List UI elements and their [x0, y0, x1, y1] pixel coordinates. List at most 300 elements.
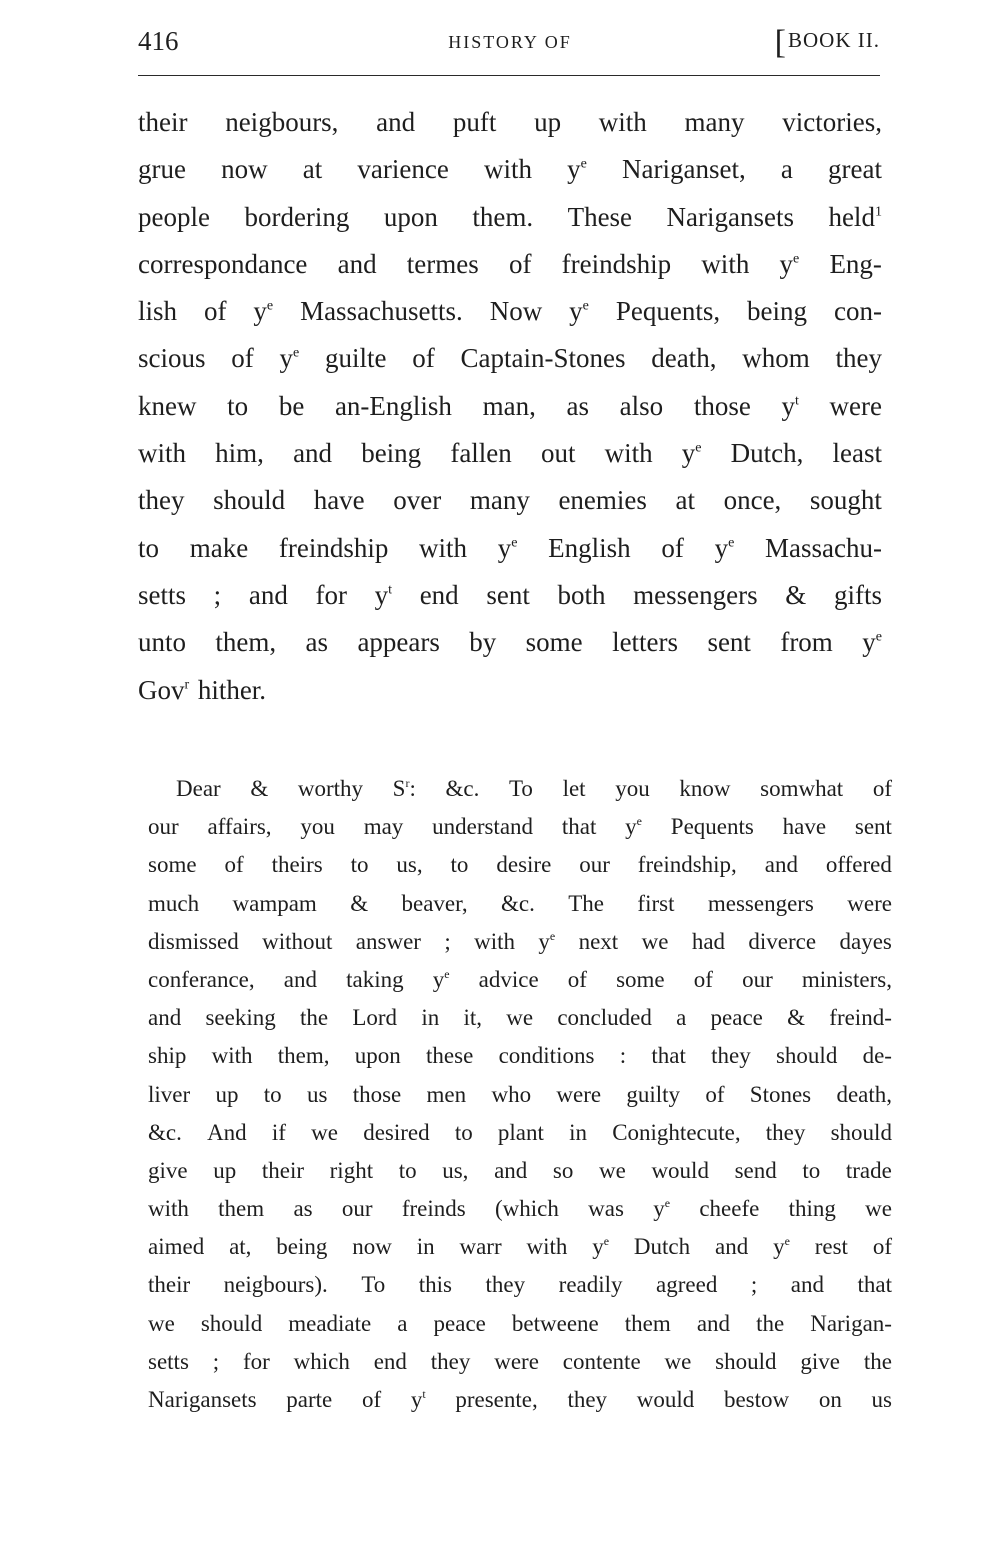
quote-line [148, 888, 892, 926]
word: aimed [148, 1234, 205, 1260]
word: men [426, 1081, 467, 1107]
word: rest [814, 1234, 848, 1260]
word: termes [406, 248, 479, 279]
word: those [352, 1081, 402, 1107]
main-line [138, 623, 882, 670]
word: $y^e$ [253, 296, 274, 327]
word: warr [459, 1234, 502, 1260]
word: trade [845, 1157, 892, 1183]
word: Pequents, [615, 296, 721, 327]
word: with [526, 1234, 568, 1260]
word: of [224, 852, 244, 878]
word: with [701, 248, 750, 279]
word: answer [355, 928, 421, 954]
word: of [567, 966, 587, 992]
word: to [450, 852, 469, 878]
quote-line [148, 1117, 892, 1155]
word: which [293, 1348, 350, 1374]
word: sent [486, 579, 530, 610]
word: their [148, 1272, 191, 1298]
word: &c. [148, 1119, 182, 1145]
word: least [832, 438, 882, 469]
word: $y^e$ [779, 248, 800, 279]
word: of [361, 1387, 382, 1412]
header-rule [138, 75, 880, 76]
word: we [865, 1196, 892, 1222]
word: $y^e$ [773, 1234, 790, 1260]
word: who [491, 1081, 532, 1107]
word: freinds [401, 1196, 466, 1222]
word: enemies [558, 485, 647, 516]
word: letters [612, 627, 679, 658]
word: conditions [498, 1043, 595, 1069]
word: lish [138, 296, 178, 327]
word: &c. [445, 776, 480, 801]
word: sent [707, 627, 751, 658]
word: we [311, 1119, 338, 1145]
running-title: HISTORY OF [448, 32, 572, 52]
quote-line [148, 1040, 892, 1078]
word: those [693, 390, 751, 421]
word: both [557, 579, 606, 610]
word: they [765, 1119, 806, 1145]
main-line [138, 245, 882, 292]
word: and [293, 438, 333, 469]
word: people [138, 201, 210, 232]
word: make [189, 532, 249, 563]
word: being [747, 296, 808, 327]
word: at, [229, 1234, 252, 1260]
word: over [393, 485, 442, 516]
word: some [616, 966, 665, 992]
word: desire [496, 852, 552, 878]
quote-line [148, 1079, 892, 1117]
word: death, [651, 343, 717, 374]
word: $y^t$ [374, 579, 393, 610]
quote-line [148, 926, 892, 964]
word: were [847, 890, 892, 916]
word: our [341, 1196, 373, 1222]
word: peace [433, 1310, 486, 1336]
word: they [711, 1043, 751, 1069]
word: you [615, 776, 650, 801]
word: plant [497, 1119, 544, 1145]
word: man, [482, 390, 536, 421]
main-line [138, 529, 882, 576]
word: as [293, 1196, 313, 1222]
word: with [598, 107, 647, 137]
word: be [278, 390, 305, 421]
word: freind- [829, 1005, 892, 1031]
word: first [637, 890, 675, 916]
word: were [494, 1348, 539, 1374]
word: we [506, 1005, 534, 1031]
word: they [138, 485, 185, 516]
word: with [604, 438, 653, 469]
word: parte [286, 1387, 333, 1412]
word: messengers [633, 579, 758, 610]
word: their [261, 1157, 305, 1183]
word: desired [363, 1119, 430, 1145]
word: up [215, 1081, 239, 1107]
word: the [756, 1310, 785, 1336]
word: readily [558, 1272, 623, 1298]
word: Captain-Stones [460, 343, 626, 374]
word: advice [478, 966, 539, 992]
word: setts [148, 1348, 189, 1374]
word: if [271, 1119, 286, 1145]
word: for [242, 1348, 270, 1374]
word: were [829, 390, 882, 421]
word: you [300, 814, 335, 840]
word: Narigansets [666, 201, 794, 232]
quote-line [148, 1002, 892, 1040]
word: them. [472, 201, 534, 232]
word: $y^e$ [862, 627, 882, 658]
main-line [138, 198, 882, 245]
word: Dear [176, 776, 221, 801]
word: taking [346, 966, 404, 992]
word: to [802, 1157, 821, 1183]
word: from [780, 627, 833, 658]
word: would [636, 1387, 695, 1412]
word: contente [562, 1348, 641, 1374]
main-line [138, 387, 882, 434]
word: ; [750, 1272, 758, 1298]
word: and [494, 1157, 528, 1183]
word: would [651, 1157, 709, 1183]
word: with [148, 1196, 189, 1222]
word: cheefe [699, 1196, 760, 1222]
book-label [774, 24, 880, 61]
word: know [679, 776, 731, 801]
quote-line [148, 849, 892, 887]
word: them [218, 1196, 265, 1222]
word: in [416, 1234, 435, 1260]
word: had [691, 928, 726, 954]
word: us [306, 1081, 328, 1107]
running-header [138, 22, 882, 62]
word: to [398, 1157, 417, 1183]
word: it, [463, 1005, 482, 1031]
word: unto [138, 627, 187, 658]
quote-line [148, 773, 892, 811]
word: puft [452, 107, 497, 137]
main-line [138, 671, 882, 718]
word: beaver, [401, 890, 468, 916]
word: right [329, 1157, 374, 1183]
word: the [299, 1005, 329, 1031]
word: offered [825, 852, 892, 878]
word: of [412, 343, 435, 374]
word: ministers, [801, 966, 892, 992]
word: Nariganset, [622, 154, 746, 185]
word: as [566, 390, 589, 421]
word: we [664, 1348, 692, 1374]
word: The [568, 890, 605, 916]
word: $y^e$ [567, 154, 587, 185]
word: death, [836, 1081, 892, 1107]
word: many [469, 485, 530, 516]
word: this [418, 1272, 453, 1298]
word: dismissed [148, 928, 239, 954]
word: guilty [626, 1081, 681, 1107]
page-number: 416 [138, 26, 179, 56]
word: con- [833, 296, 882, 327]
word: our [148, 814, 179, 840]
word: we [598, 1157, 626, 1183]
word: English [548, 532, 631, 563]
word: them [624, 1310, 671, 1336]
word: ; [444, 928, 451, 954]
word: out [540, 438, 576, 469]
word: $y^e$ [653, 1196, 671, 1222]
word: should [775, 1043, 838, 1069]
word: and [376, 107, 416, 137]
quote-line [148, 1384, 892, 1422]
word: to [350, 852, 369, 878]
word: Massachu- [764, 532, 882, 563]
word: with [474, 928, 515, 954]
main-line [138, 434, 882, 481]
word: upon [354, 1043, 401, 1069]
word: and [714, 1234, 749, 1260]
word: setts [138, 579, 187, 610]
word: send [734, 1157, 777, 1183]
word: betweene [511, 1310, 599, 1336]
word: of [872, 1234, 892, 1260]
word: to [454, 1119, 473, 1145]
word: and [790, 1272, 824, 1298]
word: Pequents [670, 814, 754, 840]
word: affairs, [207, 814, 272, 840]
word: and [696, 1310, 731, 1336]
word: bordering [244, 201, 350, 232]
word: without [262, 928, 333, 954]
word: were [556, 1081, 602, 1107]
word: theirs [271, 852, 323, 878]
word: next [578, 928, 619, 954]
quote-line [148, 1308, 892, 1346]
word: to [138, 532, 160, 563]
word: and [764, 852, 798, 878]
word: $y^t$ [781, 390, 799, 421]
word: him, [215, 438, 264, 469]
word: sought [809, 485, 882, 516]
main-line [138, 103, 882, 150]
word: $y^e$ [432, 966, 450, 992]
word: fallen [450, 438, 512, 469]
word: dayes [839, 928, 892, 954]
word: varience [357, 154, 449, 185]
main-line [138, 339, 882, 386]
main-line [138, 481, 882, 528]
quote-line [148, 1231, 892, 1269]
word: let [562, 776, 586, 801]
word: of [231, 343, 254, 374]
word: messengers [707, 890, 814, 916]
word: should [830, 1119, 892, 1145]
word: of [661, 532, 684, 563]
word: give [148, 1157, 188, 1183]
word: of [693, 966, 713, 992]
book-bracket: [ [774, 24, 787, 61]
word: up [534, 107, 562, 137]
word: correspondance [138, 248, 308, 279]
word: with [483, 154, 532, 185]
word: we [148, 1310, 175, 1336]
word: with [419, 532, 468, 563]
word: much [148, 890, 200, 916]
book-label-text: BOOK II. [788, 28, 880, 52]
word: being [361, 438, 422, 469]
word: guilte [324, 343, 387, 374]
word: Conightecute, [612, 1119, 741, 1145]
word: for [315, 579, 347, 610]
word: now [221, 154, 268, 185]
word: Eng- [829, 248, 882, 279]
word: $S^r$: [392, 776, 416, 801]
word: & [787, 1005, 806, 1031]
word: us, [396, 852, 423, 878]
word: at [302, 154, 323, 185]
word: $y^e$ [569, 296, 589, 327]
main-paragraph [138, 103, 882, 718]
word: as [305, 627, 329, 658]
word: in [421, 1005, 440, 1031]
word: wampam [232, 890, 317, 916]
quote-line [148, 1155, 892, 1193]
word: and [148, 1005, 182, 1031]
word: $y^t$ [410, 1387, 426, 1412]
word: gifts [833, 579, 882, 610]
word: of [203, 296, 227, 327]
word: and [337, 248, 377, 279]
word: $y^e$ [681, 438, 702, 469]
word: of [508, 248, 532, 279]
word: that [857, 1272, 892, 1298]
word: de- [862, 1043, 892, 1069]
word: victories, [782, 107, 882, 137]
word: up [213, 1157, 237, 1183]
word: some [525, 627, 583, 658]
word: $y^e$ [538, 928, 556, 954]
word: have [313, 485, 365, 516]
word: neigbours). [223, 1272, 328, 1298]
word: worthy [297, 776, 364, 801]
word: now [352, 1234, 392, 1260]
word: $y^e$ [714, 532, 735, 563]
word: also [619, 390, 664, 421]
word: should [213, 485, 286, 516]
word: concluded [557, 1005, 652, 1031]
word: should [715, 1348, 777, 1374]
word: their [138, 107, 188, 137]
word: conferance, [148, 966, 255, 992]
word: end [419, 579, 459, 610]
word: : [619, 1043, 627, 1069]
word: to [227, 390, 249, 421]
word: our [742, 966, 773, 992]
word: being [276, 1234, 328, 1260]
quote-line [148, 1193, 892, 1231]
word: Massachusetts. [300, 296, 463, 327]
word: and [283, 966, 317, 992]
main-line [138, 576, 882, 623]
word: many [684, 107, 745, 137]
word: they [567, 1387, 608, 1412]
word: that [561, 814, 597, 840]
word: Now [489, 296, 543, 327]
word: appears [357, 627, 440, 658]
word: them, [215, 627, 277, 658]
word: and [248, 579, 288, 610]
word: hither. [197, 674, 267, 705]
word: have [782, 814, 827, 840]
word: thing [788, 1196, 836, 1222]
quote-line [148, 1346, 892, 1384]
word: a [676, 1005, 687, 1031]
word: presente, [455, 1387, 538, 1412]
word: peace [710, 1005, 763, 1031]
word: Narigan- [810, 1310, 892, 1336]
quote-line [148, 1269, 892, 1307]
word: whom [742, 343, 810, 374]
word: diverce [748, 928, 817, 954]
word: should [200, 1310, 263, 1336]
word: Gov$^r$ [138, 674, 190, 705]
word: give [800, 1348, 840, 1374]
word: was [588, 1196, 624, 1222]
word: freindship, [637, 852, 737, 878]
word: so [552, 1157, 574, 1183]
word: our [579, 852, 610, 878]
word: at [675, 485, 695, 516]
word: These [567, 201, 633, 232]
word: that [651, 1043, 686, 1069]
word: To [508, 776, 533, 801]
word: $y^e$ [592, 1234, 610, 1260]
word: the [863, 1348, 892, 1374]
word: $y^e$ [497, 532, 518, 563]
word: $y^e$ [625, 814, 642, 840]
word: ship [148, 1043, 187, 1069]
word: Lord [352, 1005, 398, 1031]
word: To [361, 1272, 386, 1298]
word: of [705, 1081, 725, 1107]
word: us [871, 1387, 892, 1412]
word: & [350, 890, 369, 916]
word: upon [383, 201, 438, 232]
word: us, [442, 1157, 469, 1183]
quote-line [148, 964, 892, 1002]
word: somwhat [760, 776, 844, 801]
word: with [138, 438, 187, 469]
word: they [485, 1272, 526, 1298]
word: end [373, 1348, 407, 1374]
word: ; [213, 579, 222, 610]
main-line [138, 150, 882, 197]
word: a [397, 1310, 408, 1336]
word: ; [212, 1348, 220, 1374]
word: of [872, 776, 892, 801]
word: these [426, 1043, 474, 1069]
word: we [641, 928, 669, 954]
word: they [430, 1348, 471, 1374]
word: freindship [561, 248, 672, 279]
word: neigbours, [225, 107, 339, 137]
word: meadiate [288, 1310, 372, 1336]
